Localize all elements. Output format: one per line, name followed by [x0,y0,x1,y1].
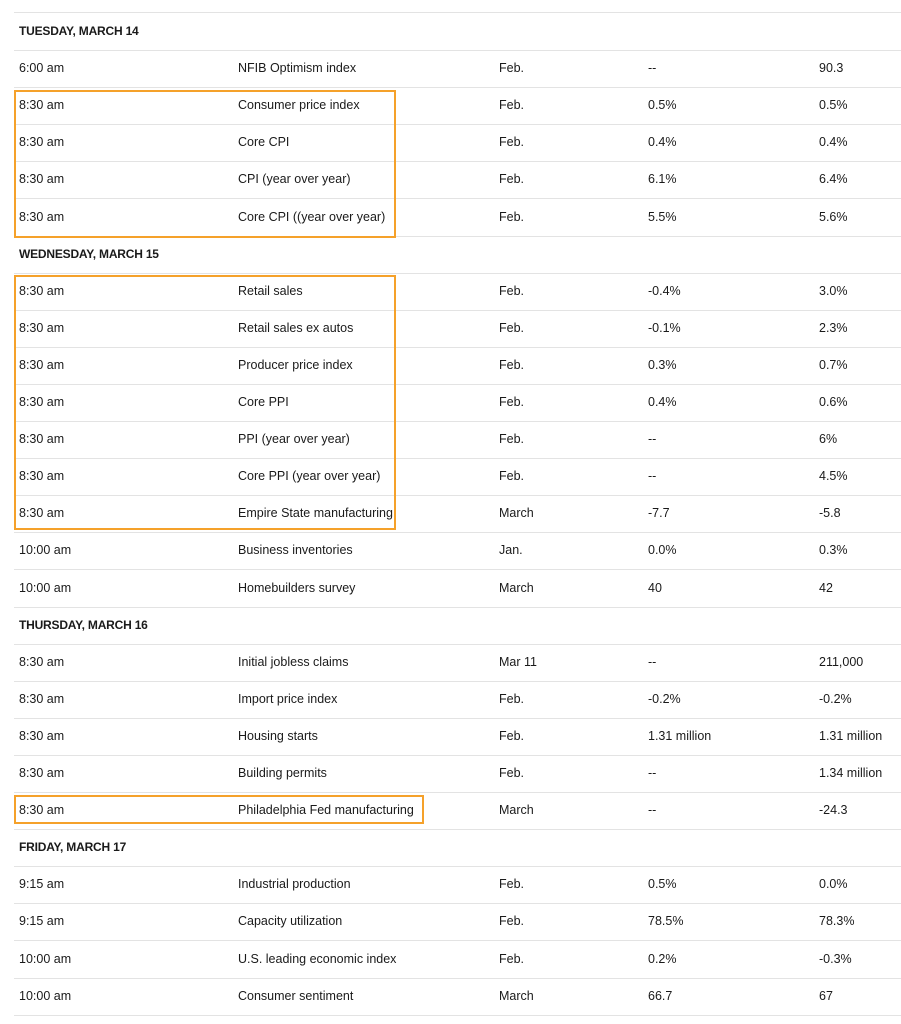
table-row [14,570,901,608]
previous-cell: 1.34 million [819,766,883,780]
forecast-cell: -0.4% [648,283,681,298]
previous-cell: 0.0% [819,877,848,892]
period-cell: Feb. [499,172,525,187]
time-cell: 8:30 am [19,654,65,669]
forecast-cell: -- [648,469,657,484]
table-row [14,50,901,88]
event-cell: Consumer sentiment [238,988,354,1003]
time-cell: 8:30 am [19,135,65,150]
period-cell: March [499,580,534,595]
forecast-cell: 0.5% [648,98,677,113]
day-header-label: FRIDAY, MARCH 17 [19,840,127,855]
time-cell: 8:30 am [19,172,65,187]
event-cell: Business inventories [238,543,353,558]
table-row [14,532,901,570]
time-cell: 10:00 am [19,988,72,1003]
time-cell: 8:30 am [19,728,65,743]
table-row [14,124,901,162]
previous-cell: -24.3 [819,803,848,818]
forecast-cell: -0.1% [648,320,681,335]
forecast-cell: -- [648,766,657,780]
time-cell: 6:00 am [19,61,65,76]
period-cell: Feb. [499,432,525,447]
time-cell: 8:30 am [19,283,65,298]
event-cell: Homebuilders survey [238,580,356,595]
day-header-label: TUESDAY, MARCH 14 [19,24,139,38]
event-cell: Empire State manufacturing [238,506,393,521]
period-cell: Feb. [499,283,525,298]
event-cell: Import price index [238,691,338,706]
time-cell: 8:30 am [19,320,65,335]
forecast-cell: -0.2% [648,691,681,706]
period-cell: Feb. [499,766,525,780]
period-cell: Feb. [499,951,525,966]
table-row [14,681,901,719]
forecast-cell: -7.7 [648,506,670,521]
event-cell: Core CPI ((year over year) [238,209,386,224]
previous-cell: 1.31 million [819,728,883,743]
table-row [14,421,901,459]
forecast-cell: 0.0% [648,543,677,558]
previous-cell: 0.5% [819,98,848,113]
forecast-cell: 66.7 [648,988,673,1003]
forecast-cell: 0.5% [648,877,677,892]
event-cell: NFIB Optimism index [238,61,357,76]
period-cell: Feb. [499,914,525,929]
day-header [14,607,901,645]
period-cell: Mar 11 [499,654,537,669]
table-row [14,161,901,199]
time-cell: 8:30 am [19,209,65,224]
time-cell: 10:00 am [19,580,72,595]
forecast-cell: -- [648,803,657,818]
event-cell: CPI (year over year) [238,172,351,187]
event-cell: Industrial production [238,877,351,892]
time-cell: 8:30 am [19,803,65,818]
forecast-cell: -- [648,432,657,447]
forecast-cell: 78.5% [648,914,684,929]
forecast-cell: 1.31 million [648,728,712,743]
period-cell: March [499,988,534,1003]
time-cell: 8:30 am [19,766,65,780]
table-row [14,941,901,979]
period-cell: Feb. [499,357,525,372]
previous-cell: 3.0% [819,283,848,298]
event-cell: Core PPI (year over year) [238,469,381,484]
period-cell: March [499,803,534,818]
previous-cell: 6% [819,432,838,447]
table-row [14,644,901,682]
period-cell: Feb. [499,728,525,743]
time-cell: 8:30 am [19,432,65,447]
event-cell: U.S. leading economic index [238,951,397,966]
previous-cell: 4.5% [819,469,848,484]
period-cell: Feb. [499,877,525,892]
time-cell: 9:15 am [19,877,65,892]
time-cell: 8:30 am [19,469,65,484]
day-header-label: WEDNESDAY, MARCH 15 [19,246,159,261]
time-cell: 10:00 am [19,951,72,966]
event-cell: Philadelphia Fed manufacturing [238,803,414,818]
previous-cell: -0.2% [819,691,852,706]
previous-cell: 0.4% [819,135,848,150]
previous-cell: 0.6% [819,395,848,409]
forecast-cell: 6.1% [648,172,677,187]
time-cell: 8:30 am [19,357,65,372]
event-cell: PPI (year over year) [238,432,350,447]
previous-cell: 78.3% [819,914,855,929]
forecast-cell: 0.3% [648,357,677,372]
period-cell: Feb. [499,395,525,409]
day-header [14,236,901,274]
period-cell: Feb. [499,691,525,706]
previous-cell: 67 [819,988,833,1003]
table-row [14,310,901,348]
event-cell: Retail sales [238,283,303,298]
event-cell: Core PPI [238,395,289,409]
previous-cell: -5.8 [819,506,841,521]
forecast-cell: -- [648,654,657,669]
day-header [14,829,901,867]
previous-cell: -0.3% [819,951,852,966]
previous-cell: 0.7% [819,357,848,372]
time-cell: 8:30 am [19,691,65,706]
forecast-cell: 5.5% [648,209,677,224]
period-cell: March [499,506,534,521]
period-cell: Feb. [499,135,525,150]
period-cell: Feb. [499,209,525,224]
event-cell: Core CPI [238,135,290,150]
previous-cell: 0.3% [819,543,848,558]
period-cell: Feb. [499,469,525,484]
forecast-cell: 40 [648,580,662,595]
event-cell: Producer price index [238,357,353,372]
previous-cell: 6.4% [819,172,848,187]
event-cell: Building permits [238,766,327,780]
previous-cell: 90.3 [819,61,844,76]
table-row [14,495,901,533]
table-row [14,458,901,496]
event-cell: Consumer price index [238,98,360,113]
table-row [14,87,901,125]
event-cell: Capacity utilization [238,914,343,929]
event-cell: Housing starts [238,728,318,743]
table-row [14,978,901,1016]
table-row [14,903,901,941]
day-header-label: THURSDAY, MARCH 16 [19,617,148,632]
previous-cell: 5.6% [819,209,848,224]
previous-cell: 42 [819,580,833,595]
event-cell: Initial jobless claims [238,654,349,669]
table-row [14,718,901,756]
previous-cell: 211,000 [819,654,864,669]
table-row [14,347,901,385]
table-row [14,384,901,422]
time-cell: 8:30 am [19,98,65,113]
table-row [14,273,901,311]
event-cell: Retail sales ex autos [238,320,354,335]
day-header [14,13,901,51]
forecast-cell: -- [648,61,657,76]
forecast-cell: 0.4% [648,135,677,150]
table-row [14,199,901,237]
time-cell: 8:30 am [19,506,65,521]
period-cell: Feb. [499,320,525,335]
period-cell: Feb. [499,61,525,76]
period-cell: Jan. [499,543,523,558]
time-cell: 9:15 am [19,914,65,929]
table-row [14,755,901,793]
time-cell: 10:00 am [19,543,72,558]
table-row [14,792,901,830]
period-cell: Feb. [499,98,525,113]
forecast-cell: 0.4% [648,395,677,409]
previous-cell: 2.3% [819,320,848,335]
forecast-cell: 0.2% [648,951,677,966]
table-row [14,866,901,904]
time-cell: 8:30 am [19,395,65,409]
